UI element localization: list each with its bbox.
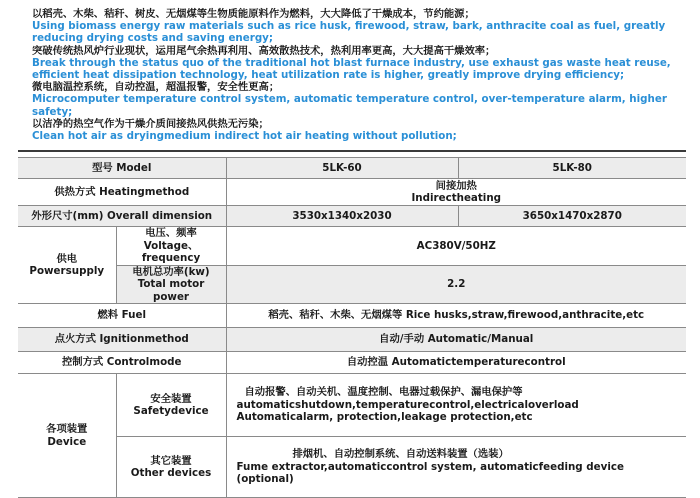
power-supply-label (18, 227, 116, 304)
intro-line-en: Using biomass energy raw materials such as rice husk, firewood, straw, bark, anthracite coal as fuel, greatly reducing drying costs and saving energy; (32, 20, 666, 45)
safety-device-zh: 安全装置 (150, 392, 192, 405)
heating-value (226, 179, 686, 206)
dimension-a: 3530x1340x2030 (226, 206, 458, 227)
heating-value-en: Indirectheating (411, 192, 502, 204)
power-supply-en: Powersupply (29, 265, 105, 277)
safety-line: Automaticalarm, protection,leakage protection,etc (236, 411, 533, 424)
table-row (18, 265, 686, 304)
safety-line: 自动报警、自动关机、温度控制、电器过载保护、漏电保护等 (244, 386, 523, 399)
other-line: 排烟机、自动控制系统、自动送料装置（选装） (292, 448, 509, 461)
model-b: 5LK-80 (458, 158, 686, 179)
intro-line-en: Break through the status quo of the traditional hot blast furnace industry, use exhaust gas waste heat reuse, efficient heat dissipation technology, heat utilization rate is higher, greatly improve drying efficiency; (32, 56, 671, 82)
motor-power-label (116, 265, 226, 304)
table-row (18, 227, 686, 266)
spec-table (18, 157, 686, 498)
table-row (18, 328, 686, 352)
motor-power-value: 2.2 (226, 265, 686, 304)
safety-device-value (226, 374, 686, 437)
safety-device-label (116, 374, 226, 437)
table-row (18, 374, 686, 437)
fuel-value: 稻壳、秸秆、木柴、无烟煤等 Rice husks,straw,firewood,anthracite,etc (226, 304, 686, 328)
safety-device-en: Safetydevice (133, 405, 209, 417)
voltage-value: AC380V/50HZ (226, 227, 686, 266)
dimension-b: 3650x1470x2870 (458, 206, 686, 227)
safety-line: automaticshutdown,temperaturecontrol,electricaloverload (236, 398, 579, 411)
motor-power-en: Total motor power (137, 278, 205, 303)
other-device-value (226, 437, 686, 498)
voltage-en: Voltage、frequency (141, 239, 201, 264)
control-value: 自动控温 Automatictemperaturecontrol (226, 352, 686, 374)
dimension-label: 外形尺寸(mm) Overall dimension (18, 206, 226, 227)
other-device-zh: 其它装置 (150, 454, 192, 467)
ignition-value: 自动/手动 Automatic/Manual (226, 328, 686, 352)
table-row (18, 437, 686, 498)
heating-value-zh: 间接加热 (435, 179, 477, 192)
other-line: Fume extractor,automaticcontrol system, automaticfeeding device (optional) (236, 460, 624, 486)
fuel-label: 燃料 Fuel (18, 304, 226, 328)
table-row (18, 304, 686, 328)
devices-label (18, 374, 116, 498)
intro-line-zh: 微电脑温控系统，自动控温，超温报警，安全性更高； (32, 81, 280, 94)
intro-line-zh: 以洁净的热空气作为干燥介质间接热风供热无污染； (32, 117, 269, 130)
intro-line-zh: 突破传统热风炉行业现状，运用尾气余热再利用、高效散热技术，热利用率更高，大大提高干燥效率； (32, 44, 496, 57)
intro-line-zh: 以稻壳、木柴、秸秆、树皮、无烟煤等生物质能原料作为燃料，大大降低了干燥成本，节约能源； (32, 8, 475, 20)
ignition-label: 点火方式 Ignitionmethod (18, 328, 226, 352)
devices-zh: 各项装置 (46, 423, 88, 435)
control-label: 控制方式 Controlmode (18, 352, 226, 374)
motor-power-zh: 电机总功率(kw) (132, 265, 210, 278)
intro-section (32, 8, 694, 142)
other-device-label (116, 437, 226, 498)
table-row (18, 206, 686, 227)
devices-en: Device (47, 435, 87, 448)
intro-line-en: Clean hot air as dryingmedium indirect hot air heating without pollution; (32, 130, 457, 143)
heating-label: 供热方式 Heatingmethod (18, 179, 226, 206)
intro-line-en: Microcomputer temperature control system, automatic temperature control, over-temperature alarm, higher safety; (32, 93, 667, 118)
table-row (18, 179, 686, 206)
table-row (18, 352, 686, 374)
voltage-zh: 电压、频率 (145, 227, 197, 239)
model-label: 型号 Model (18, 158, 226, 179)
power-supply-zh: 供电 (56, 252, 78, 265)
model-a: 5LK-60 (226, 158, 458, 179)
table-row (18, 158, 686, 179)
voltage-label (116, 227, 226, 266)
other-device-en: Other devices (130, 467, 212, 479)
table-top-rule (18, 150, 686, 152)
